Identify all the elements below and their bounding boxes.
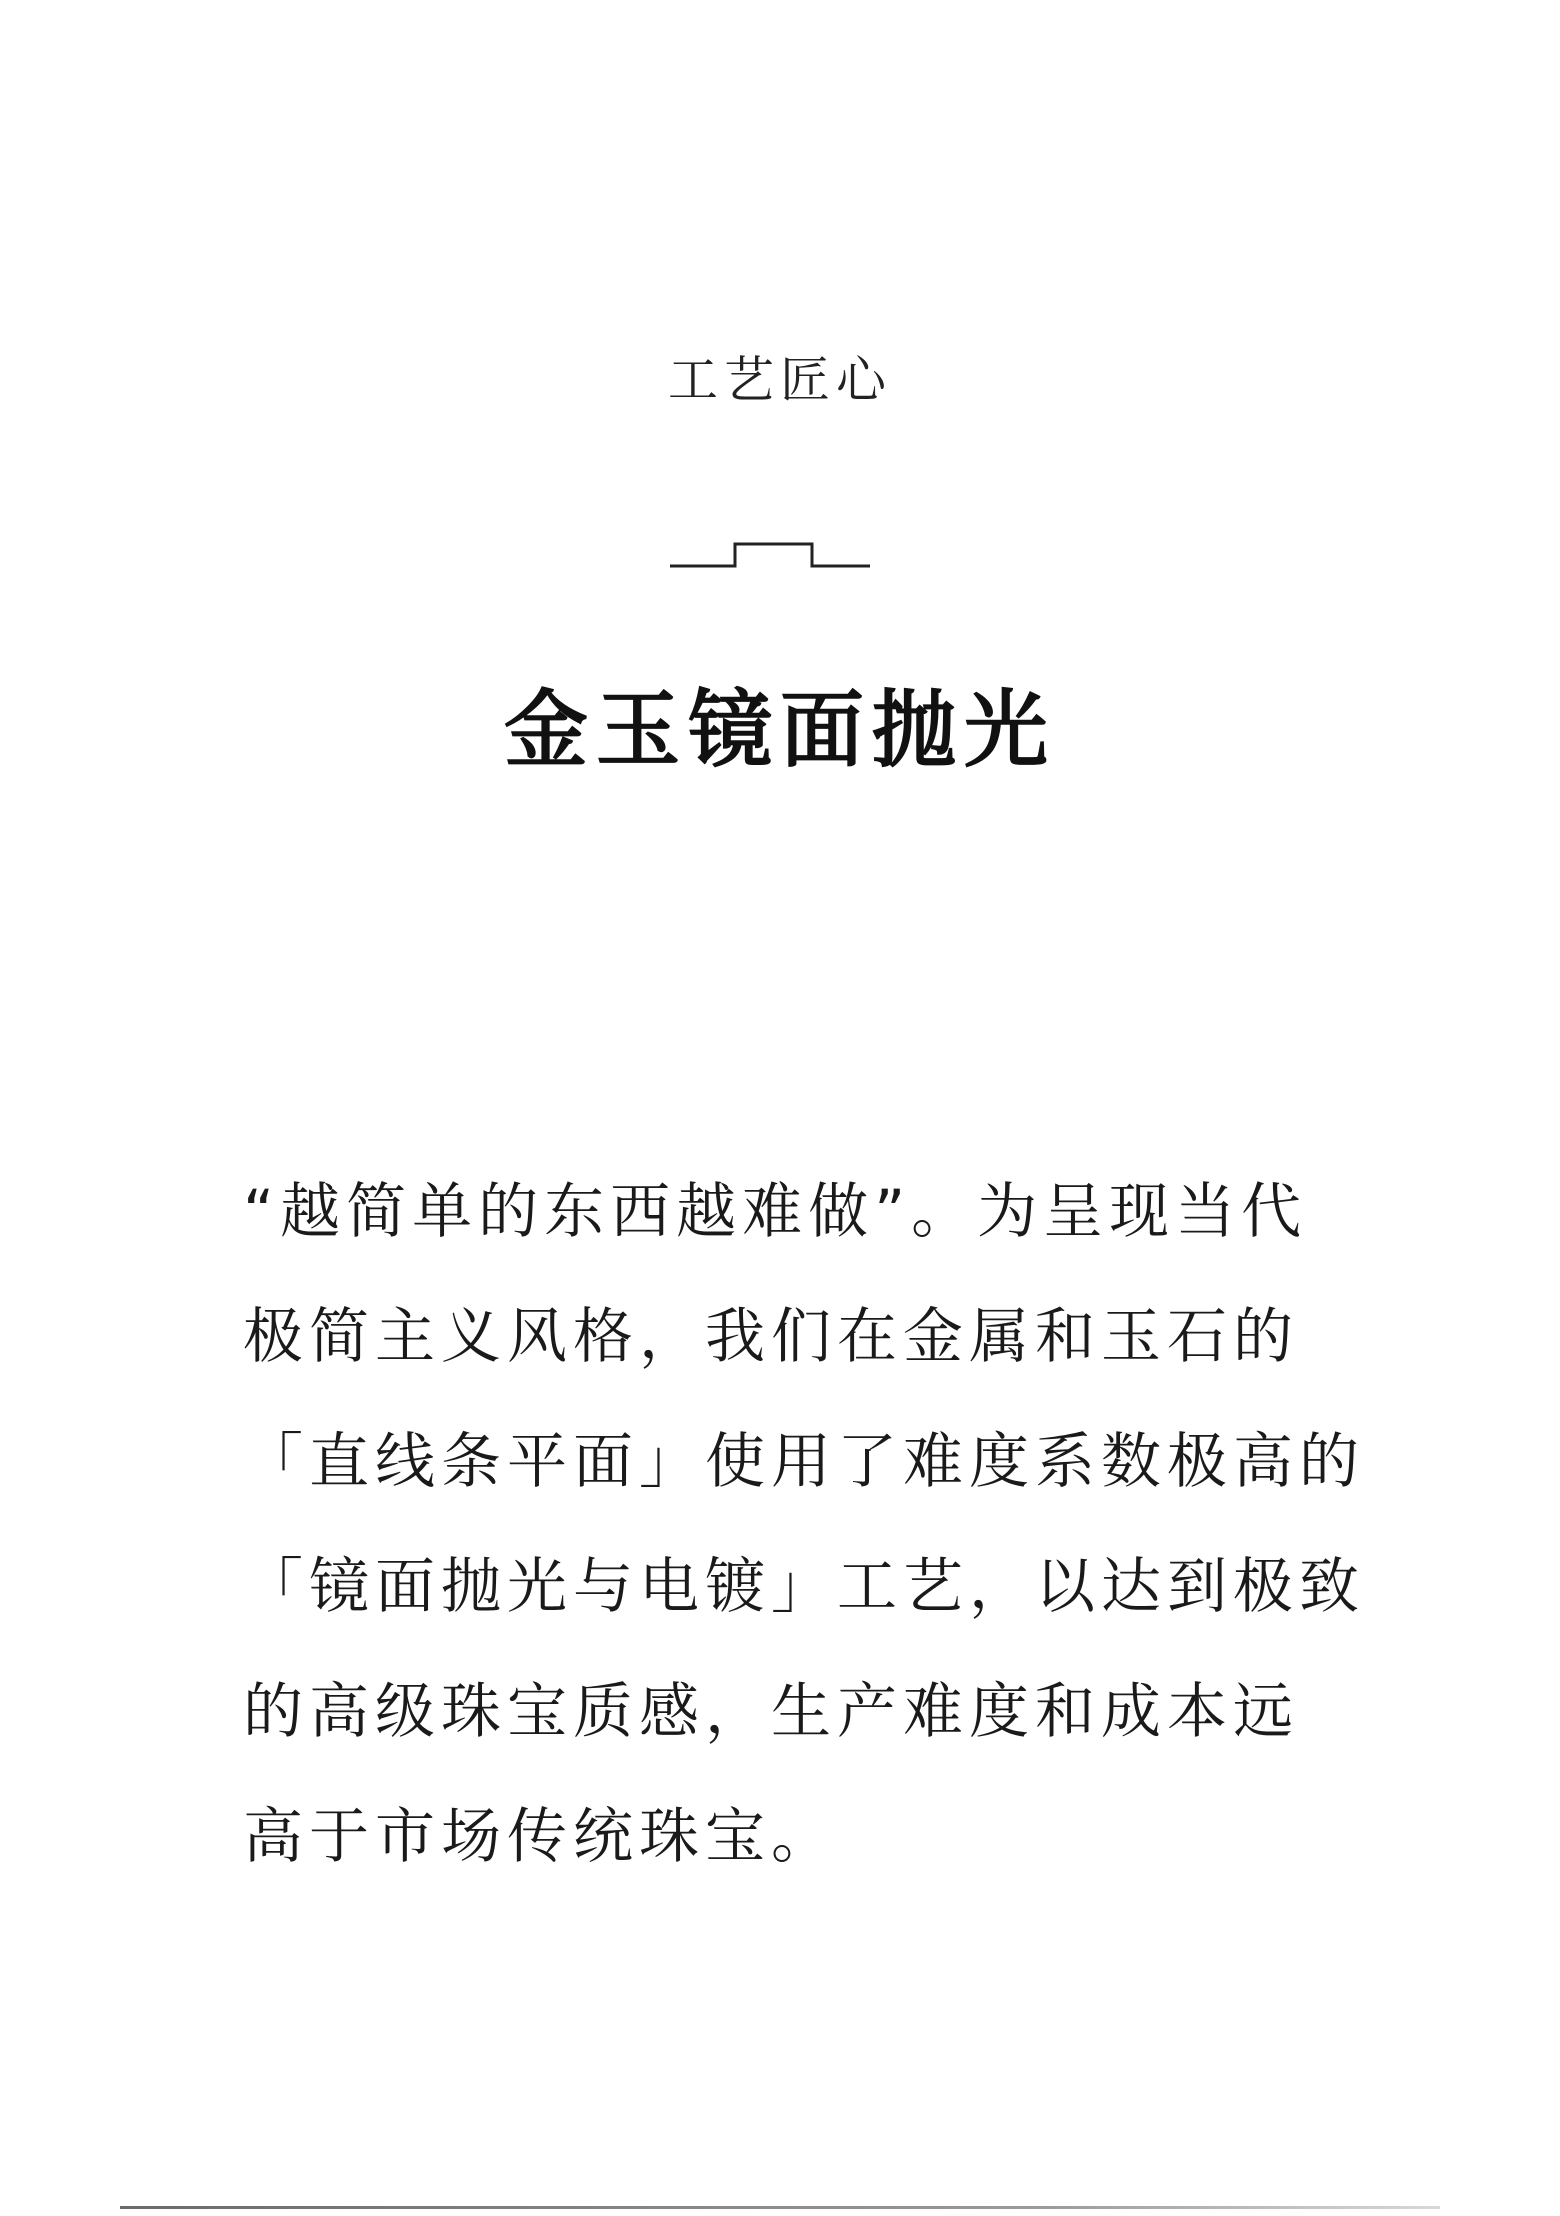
body-paragraph — [243, 1150, 1365, 1900]
body-line: 高于市场传统珠宝。 — [243, 1802, 837, 1872]
bottom-rule — [120, 2206, 1440, 2209]
body-line: 极简主义风格，我们在金属和玉石的 — [243, 1302, 1299, 1372]
page-title: 金玉镜面抛光 — [503, 681, 1056, 779]
body-line: “越简单的东西越难做”。为呈现当代 — [243, 1177, 1308, 1247]
body-line: 的高级珠宝质感，生产难度和成本远 — [243, 1677, 1299, 1747]
body-line: 「镜面抛光与电镀」工艺，以达到极致 — [243, 1552, 1365, 1622]
body-line: 「直线条平面」使用了难度系数极高的 — [243, 1427, 1365, 1497]
divider-ornament — [0, 540, 1560, 570]
section-label: 工艺匠心 — [668, 351, 892, 409]
